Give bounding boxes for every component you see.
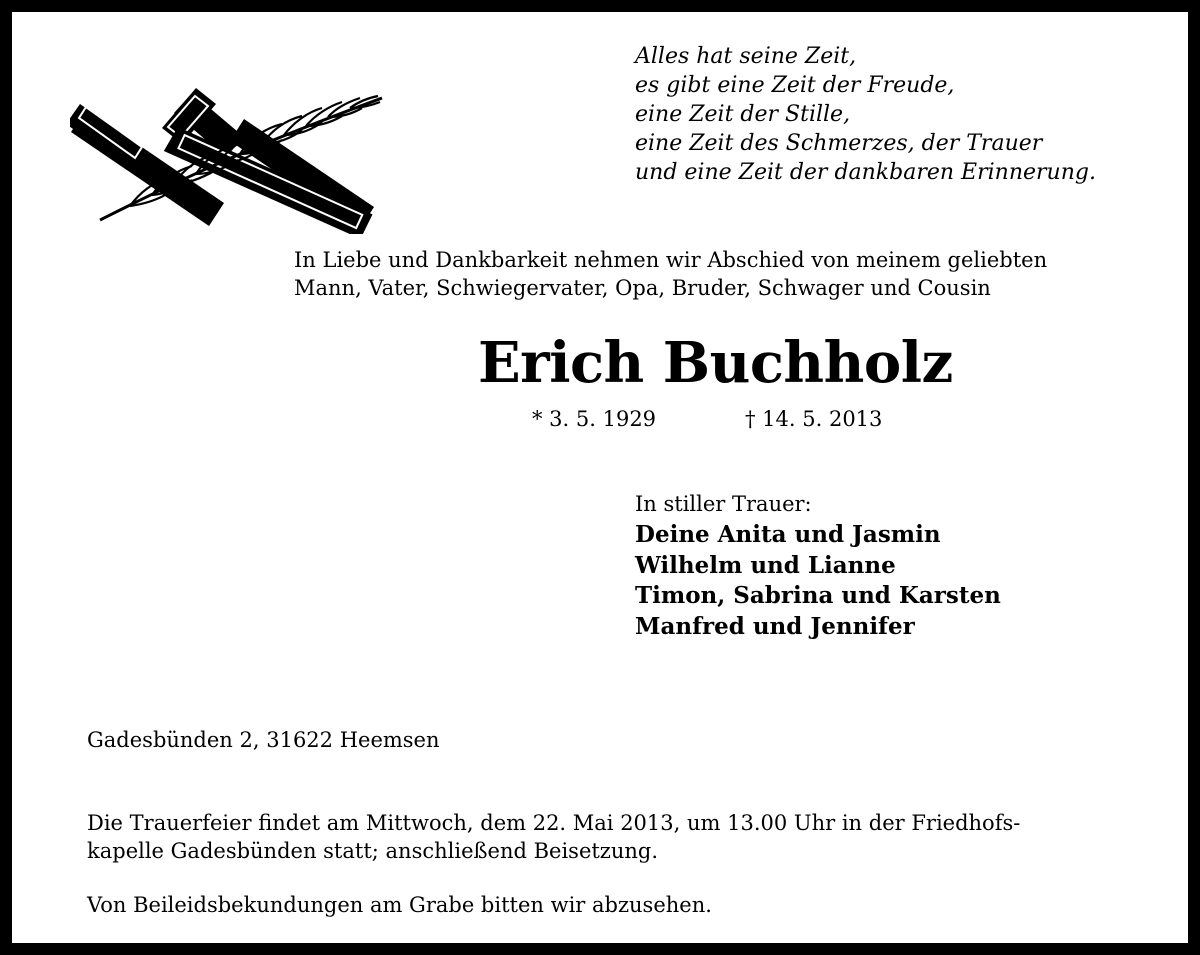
intro-line: Mann, Vater, Schwiegervater, Opa, Bruder, Schwager und Cousin — [294, 276, 991, 300]
mourner-name: Manfred und Jennifer — [635, 612, 915, 640]
funeral-line: Die Trauerfeier findet am Mittwoch, dem 22. Mai 2013, um 13.00 Uhr in der Friedhofs- — [87, 811, 1021, 835]
mourners-block — [635, 490, 1155, 642]
funeral-info — [87, 809, 1137, 865]
motto-line: es gibt eine Zeit der Freude, — [635, 73, 955, 98]
mourner-name: Deine Anita und Jasmin — [635, 521, 941, 548]
motto-line: eine Zeit der Stille, — [635, 102, 851, 127]
intro-line: In Liebe und Dankbarkeit nehmen wir Abschied von meinem geliebten — [294, 248, 1048, 272]
mourners-label: In stiller Trauer: — [635, 492, 812, 516]
motto-line: und eine Zeit der dankbaren Erinnerung. — [635, 160, 1096, 185]
motto-line: Alles hat seine Zeit, — [635, 44, 857, 69]
mourner-name: Wilhelm und Lianne — [635, 551, 896, 579]
motto-verse — [635, 42, 1155, 187]
family-address: Gadesbünden 2, 31622 Heemsen — [87, 728, 440, 752]
deceased-name: Erich Buchholz — [478, 330, 953, 396]
motto-line: eine Zeit des Schmerzes, der Trauer — [635, 131, 1043, 156]
birth-date: * 3. 5. 1929 — [532, 407, 657, 431]
death-date: † 14. 5. 2013 — [745, 407, 883, 431]
condolence-note: Von Beileidsbekundungen am Grabe bitten wir abzusehen. — [87, 893, 712, 917]
cross-with-palm-emblem — [70, 74, 400, 234]
intro-text — [294, 246, 1174, 302]
mourner-name: Timon, Sabrina und Karsten — [635, 582, 1001, 609]
funeral-line: kapelle Gadesbünden statt; anschließend Beisetzung. — [87, 839, 659, 863]
